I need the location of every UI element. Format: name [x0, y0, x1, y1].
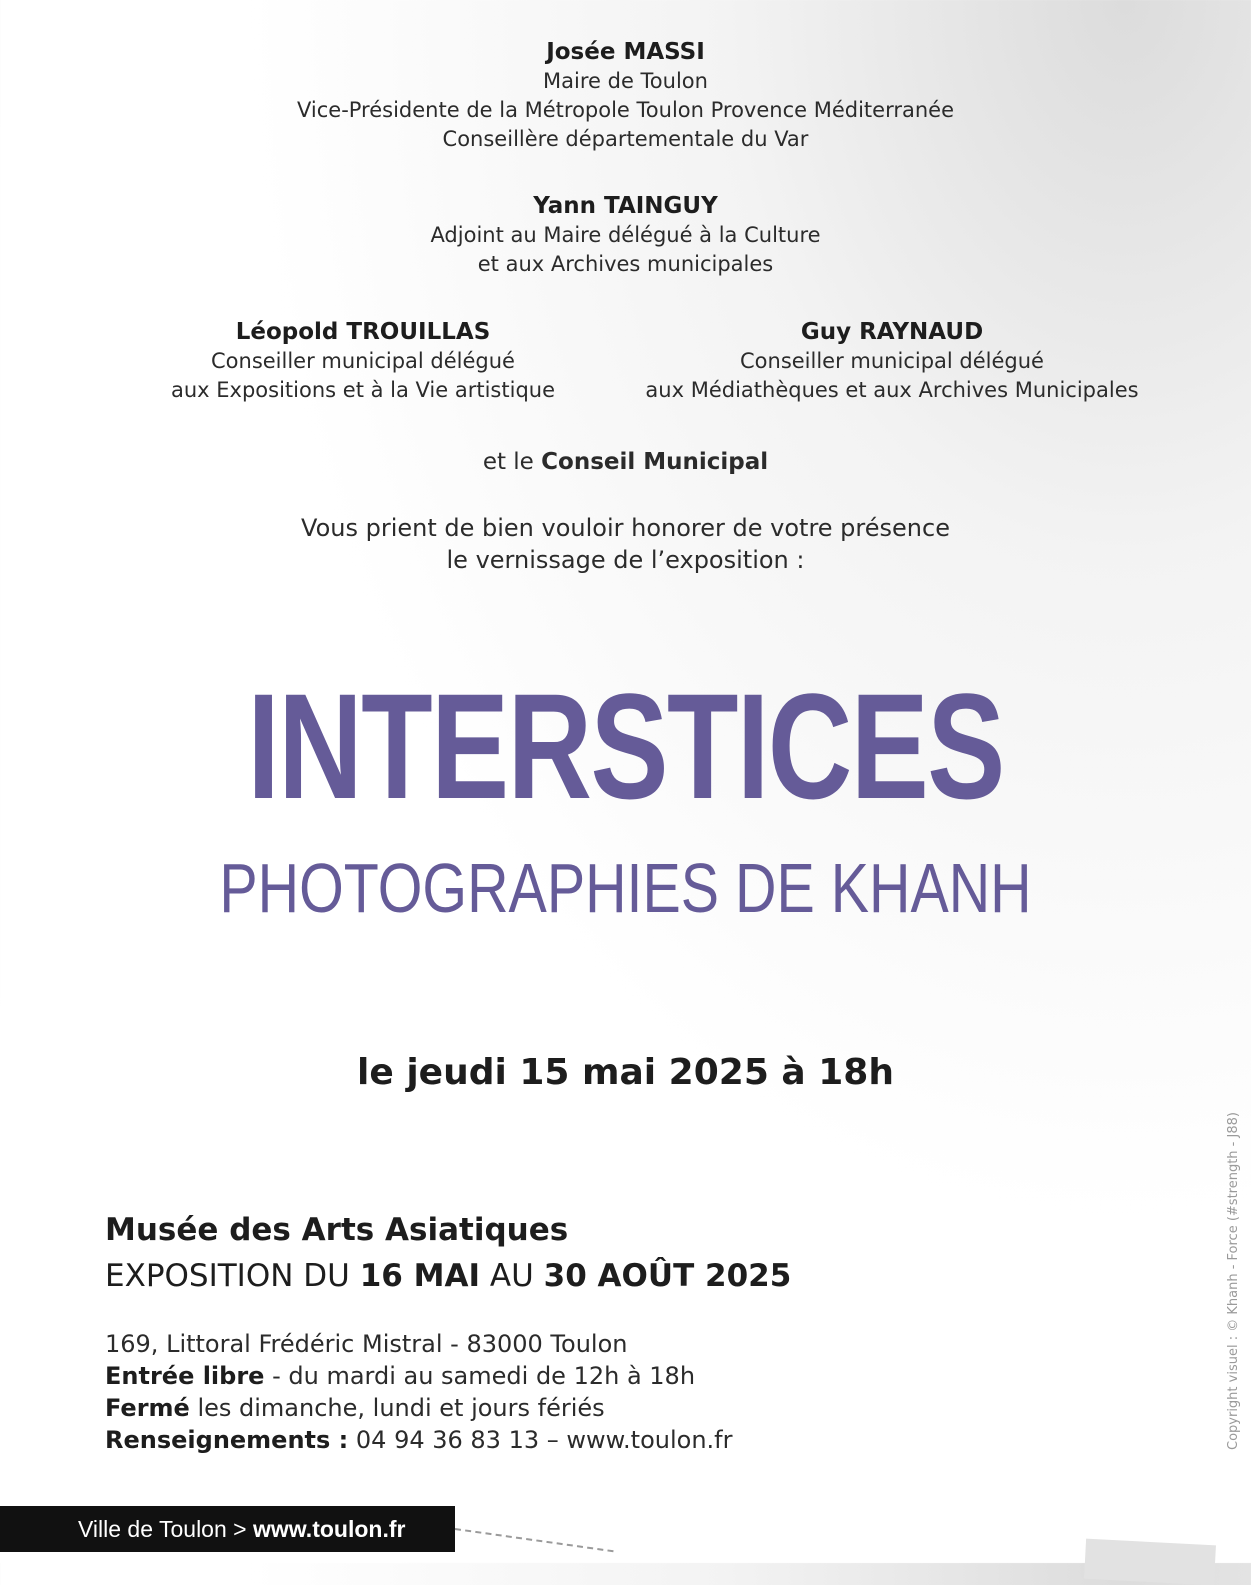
exhibition-title: INTERSTICES: [247, 662, 1004, 830]
last-name: TAINGUY: [604, 193, 718, 219]
exhibition-subtitle: PHOTOGRAPHIES DE KHANH: [219, 849, 1032, 927]
last-name: MASSI: [623, 39, 705, 65]
address: 169, Littoral Frédéric Mistral - 83000 Toulon: [105, 1330, 628, 1358]
first-name: Yann: [533, 193, 597, 219]
expo-start: 16 MAI: [359, 1258, 480, 1294]
official-title: Vice-Présidente de la Métropole Toulon Provence Méditerranée: [296, 98, 954, 122]
official-name: [0, 192, 1251, 221]
official-name: [620, 318, 1164, 347]
last-name: RAYNAUD: [859, 319, 984, 345]
museum-name: Musée des Arts Asiatiques: [105, 1212, 569, 1248]
closed-line: [105, 1392, 733, 1424]
entry-label: Entrée libre: [105, 1362, 265, 1390]
official-trouillas: [140, 318, 586, 405]
closed-label: Fermé: [105, 1394, 190, 1422]
official-title: Adjoint au Maire délégué à la Culture: [430, 223, 821, 247]
dashed-decoration: [455, 1528, 614, 1552]
official-title: aux Médiathèques et aux Archives Municipales: [645, 378, 1139, 402]
exhibition-dates: [105, 1258, 791, 1294]
entry-line: [105, 1360, 733, 1392]
footer-bar: [0, 1506, 455, 1552]
council-line: [0, 448, 1251, 477]
invitation-line: le vernissage de l’exposition :: [446, 546, 805, 574]
invitation-text: [0, 512, 1251, 576]
official-tainguy: [0, 192, 1251, 279]
expo-prefix: EXPOSITION DU: [105, 1258, 350, 1294]
info-text: 04 94 36 83 13 – www.toulon.fr: [348, 1426, 733, 1454]
expo-mid: AU: [489, 1258, 534, 1294]
expo-end: 30 AOÛT 2025: [543, 1258, 792, 1294]
info-line: [105, 1424, 733, 1456]
last-name: TROUILLAS: [346, 319, 491, 345]
official-raynaud: [620, 318, 1164, 405]
first-name: Josée: [546, 39, 616, 65]
corner-decoration: [1084, 1539, 1216, 1585]
council-prefix: et le: [482, 449, 534, 475]
event-date: le jeudi 15 mai 2025 à 18h: [357, 1052, 894, 1093]
official-massi: [0, 38, 1251, 154]
official-title: Conseiller municipal délégué: [740, 349, 1044, 373]
official-name: [0, 38, 1251, 67]
footer-label: Ville de Toulon >: [78, 1516, 247, 1542]
council-name: Conseil Municipal: [541, 449, 769, 475]
info-label: Renseignements :: [105, 1426, 349, 1454]
official-title: Maire de Toulon: [543, 69, 708, 93]
closed-text: les dimanche, lundi et jours fériés: [189, 1394, 605, 1422]
entry-text: - du mardi au samedi de 12h à 18h: [264, 1362, 696, 1390]
first-name: Guy: [800, 319, 852, 345]
footer-link[interactable]: www.toulon.fr: [252, 1516, 406, 1542]
footer-content: [78, 1506, 405, 1552]
invitation-line: Vous prient de bien vouloir honorer de votre présence: [301, 514, 950, 542]
official-name: [140, 318, 586, 347]
first-name: Léopold: [235, 319, 339, 345]
official-title: Conseiller municipal délégué: [211, 349, 515, 373]
official-title: Conseillère départementale du Var: [442, 127, 809, 151]
copyright-text: Copyright visuel : © Khanh - Force (#strength - J88): [1226, 1112, 1241, 1450]
venue-info: [105, 1328, 733, 1456]
official-title: aux Expositions et à la Vie artistique: [171, 378, 555, 402]
official-title: et aux Archives municipales: [477, 252, 774, 276]
